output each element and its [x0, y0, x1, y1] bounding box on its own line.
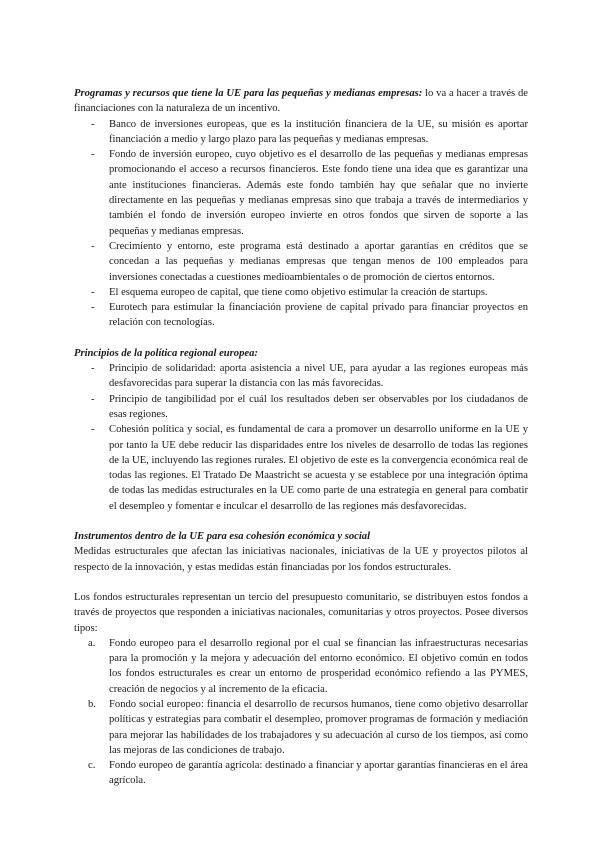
list-item [74, 422, 528, 514]
section-cohesion-instruments [74, 529, 528, 789]
section-spacer [74, 514, 528, 529]
list-item [74, 361, 528, 392]
list-item [74, 239, 528, 285]
cohesion-paragraph-1: Medidas estructurales que afectan las iniciativas nacionales, iniciativas de la UE y proyectos pilotos al respecto de la innovación, y estas medidas están financiadas por los fondos estructurales. [74, 546, 528, 573]
section-pymes-heading-tail: lo va a hacer a través de financiaciones con la naturaleza de un incentivo. [74, 88, 528, 115]
list-item [74, 300, 528, 331]
letter-marker: a. [88, 637, 96, 649]
list-item-text: Cohesión política y social, es fundamental de cara a promover un desarrollo uniforme en la UE y por tanto la UE debe reducir las disparidades entre los niveles de desarrollo de todas las regiones de la UE, incluyendo las regiones rurales. El objetivo de este es la convergencia económica real de todas las regiones. El Tratado De Maastricht se acuesta y se establece por una integración óptima de todas las medidas estructurales en la UE como parte de una estrategia en general para combatir el desempleo y fomentar e inculcar el desarrollo de las regiones más desfavorecidas. [109, 424, 528, 512]
paragraph-spacer [74, 575, 528, 590]
dash-marker: - [91, 118, 95, 130]
list-item [74, 147, 528, 239]
section-spacer [74, 331, 528, 346]
section-pymes-intro [74, 86, 528, 117]
dash-marker: - [91, 240, 95, 252]
list-item-text: Fondo europeo de garantía agrícola: destinado a financiar y aportar garantías financieras en el área agrícola. [109, 760, 528, 787]
dash-marker: - [91, 393, 95, 405]
pymes-programs-list [74, 117, 528, 331]
dash-marker: - [91, 424, 95, 436]
letter-marker: b. [88, 698, 96, 710]
list-item-text: Banco de inversiones europeas, que es la institución financiera de la UE, su misión es aportar financiación a medio y largo plazo para las pequeñas y medianas empresas. [109, 118, 528, 145]
section-cohesion-heading: Instrumentos dentro de la UE para esa cohesión económica y social [74, 531, 371, 543]
dash-marker: - [91, 302, 95, 314]
section-pymes-heading: Programas y recursos que tiene la UE para las pequeñas y medianas empresas: [74, 88, 423, 99]
section-pymes-programs [74, 86, 528, 331]
list-item [74, 117, 528, 148]
list-item [74, 697, 528, 758]
list-item-text: Principio de solidaridad: aporta asistencia a nivel UE, para ayudar a las regiones europeas más desfavorecidas para superar la distancia con las más favorecidas. [109, 363, 528, 390]
list-item-text: El esquema europeo de capital, que tiene como objetivo estimular la creación de startups. [109, 286, 488, 298]
list-item-text: Fondo europeo para el desarrollo regional por el cual se financian las infraestructuras necesarias para la promoción y la mejora y adecuación del entorno económico. El objetivo común en todos los fondos estructurales es crear un entorno de prosperidad económico refiendo a las PYMES, creación de negocios y al incremento de la eficacia. [109, 637, 528, 695]
document-page [74, 86, 528, 789]
section-regional-heading: Principios de la política regional europea: [74, 347, 258, 359]
regional-principles-list [74, 361, 528, 514]
letter-marker: c. [88, 760, 96, 772]
list-item [74, 392, 528, 423]
structural-funds-list [74, 636, 528, 789]
list-item-text: Principio de tangibilidad por el cuál los resultados deben ser observables por los ciudadanos de esas regiones. [109, 393, 528, 420]
list-item [74, 285, 528, 300]
list-item [74, 636, 528, 697]
dash-marker: - [91, 149, 95, 161]
dash-marker: - [91, 286, 95, 298]
list-item-text: Crecimiento y entorno, este programa está destinado a aportar garantías en créditos que se concedan a las pequeñas y medianas empresas que tengan menos de 100 empleados para inversiones conectadas a cuestiones medioambientales o de promoción de ciertos entornos. [109, 240, 528, 283]
list-item-text: Eurotech para estimular la financiación proviene de capital privado para financiar proyectos en relación con tecnologías. [109, 302, 528, 329]
cohesion-paragraph-2: Los fondos estructurales representan un tercio del presupuesto comunitario, se distribuyen estos fondos a través de proyectos que responden a iniciativas nacionales, comunitarias y otros proyectos. Posee diversos tipos: [74, 591, 528, 634]
list-item-text: Fondo social europeo: financia el desarrollo de recursos humanos, tiene como objetivo desarrollar políticas y estrategias para combatir el desempleo, promover programas de formación y mediación para mejorar las habilidades de los trabajadores y su adecuación al curso de los tiempos, así como las mejoras de las condiciones de trabajo. [109, 698, 528, 756]
list-item-text: Fondo de inversión europeo, cuyo objetivo es el desarrollo de las pequeñas y medianas empresas promocionando el acceso a recursos financieros. Este fondo tiene una idea que es garantizar una ante instituciones financieras. Además este fondo también hay que señalar que no invierte directamente en las pequeñas y medianas empresas sino que trabaja a través de intermediarios y también el fondo de inversión europeo invierte en otros fondos que sirven de soporte a las pequeñas y medianas empresas. [109, 149, 528, 237]
list-item [74, 758, 528, 789]
section-regional-policy [74, 346, 528, 514]
dash-marker: - [91, 363, 95, 375]
